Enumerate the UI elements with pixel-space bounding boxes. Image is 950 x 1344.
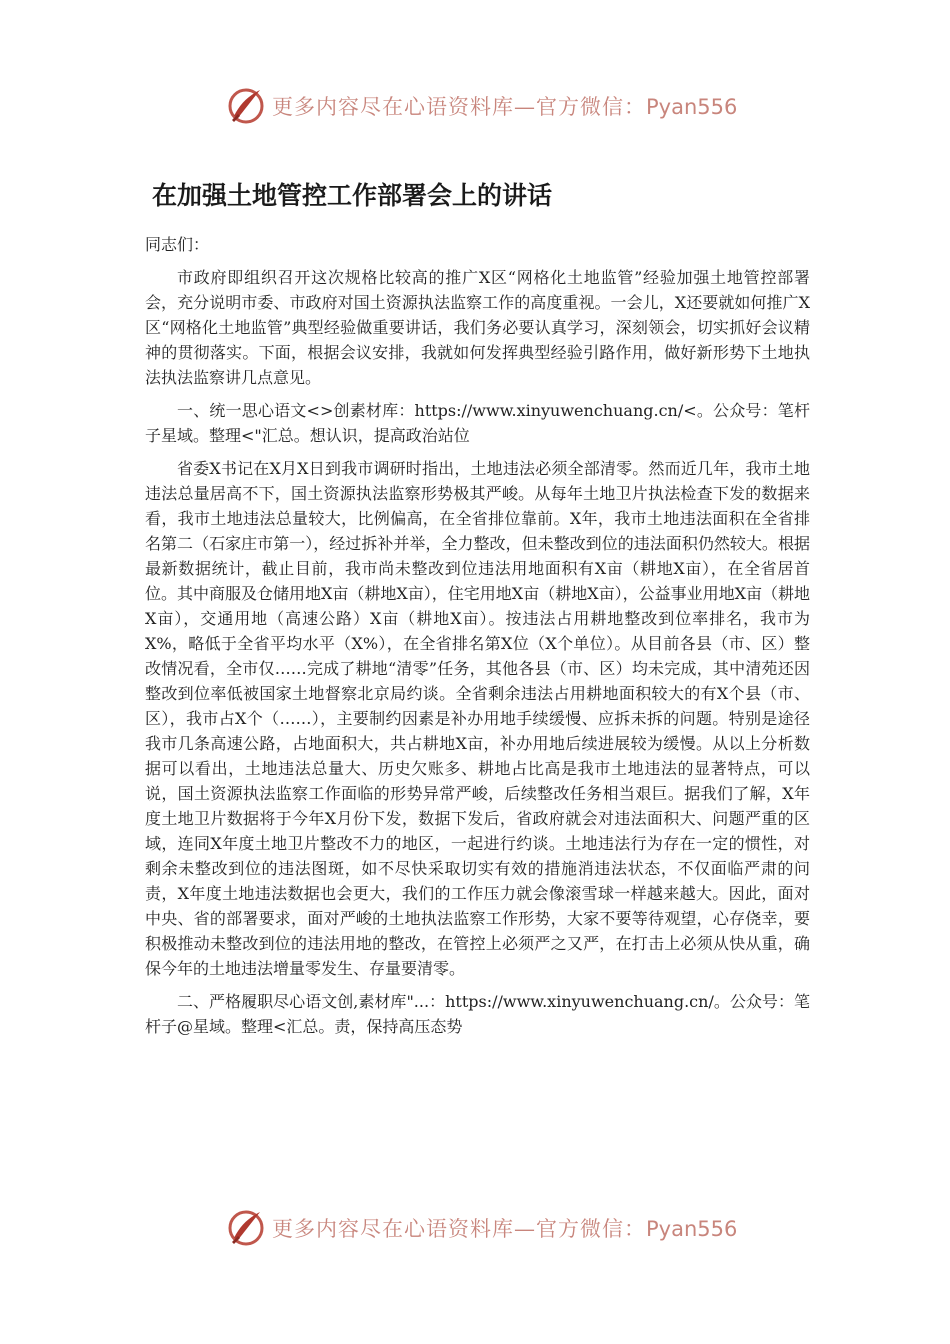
watermark-text: 更多内容尽在心语资料库—官方微信：Pyan556 <box>272 95 738 119</box>
watermark-banner-top <box>226 84 737 128</box>
paragraph-situation: 省委X书记在X月X日到我市调研时指出，土地违法必须全部清零。然而近几年，我市土地违法总量居高不下，国土资源执法监察形势极其严峻。从每年土地卫片执法检查下发的数据来看，我市土地违法总量较大，比例偏高，在全省排位靠前。X年，我市土地违法面积在全省排名第二（石家庄市第一），经过拆补并举，全力整改，但未整改到位的违法面积仍然较大。根据最新数据统计，截止目前，我市尚未整改到位违法用地面积有X亩（耕地X亩），在全省居首位。其中商服及仓储用地X亩（耕地X亩），住宅用地X亩（耕地X亩），公益事业用地X亩（耕地X亩），交通用地（高速公路）X亩（耕地X亩）。按违法占用耕地整改到位率排名，我市为X%，略低于全省平均水平（X%），在全省排名第X位（X个单位）。从目前各县（市、区）整改情况看，全市仅……完成了耕地“清零”任务，其他各县（市、区）均未完成，其中清苑还因整改到位率低被国家土地督察北京局约谈。全省剩余违法占用耕地面积较大的有X个县（市、区），我市占X个（……），主要制约因素是补办用地手续缓慢、应拆未拆的问题。特别是途径我市几条高速公路，占地面积大，共占耕地X亩，补办用地后续进展较为缓慢。从以上分析数据可以看出，土地违法总量大、历史欠账多、耕地占比高是我市土地违法的显著特点，可以说，国土资源执法监察工作面临的形势异常严峻，后续整改任务相当艰巨。据我们了解，X年度土地卫片数据将于今年X月份下发，数据下发后，省政府就会对违法面积大、问题严重的区域，连同X年度土地卫片整改不力的地区，一起进行约谈。土地违法行为存在一定的惯性，对剩余未整改到位的违法图斑，如不尽快采取切实有效的措施消违法状态，不仅面临严肃的问责，X年度土地违法数据也会更大，我们的工作压力就会像滚雪球一样越来越大。因此，面对中央、省的部署要求，面对严峻的土地执法监察工作形势，大家不要等待观望，心存侥幸，要积极推动未整改到位的违法用地的整改，在管控上必须严之又严，在打击上必须从快从重，确保今年的土地违法增量零发生、存量要清零。 <box>145 459 810 978</box>
section-heading-2: 二、严格履职尽心语文创,素材库"...：https://www.xinyuwenchuang.cn/。公众号：笔杆子@星域。整理<汇总。责，保持高压态势 <box>145 992 810 1036</box>
document-body <box>145 232 810 1047</box>
watermark-text: 更多内容尽在心语资料库—官方微信：Pyan556 <box>272 1217 738 1241</box>
section-heading-1: 一、统一思心语文<>创素材库：https://www.xinyuwenchuang.cn/<。公众号：笔杆子星域。整理<"汇总。想认识，提高政治站位 <box>145 401 810 445</box>
brush-logo-icon <box>226 86 266 126</box>
watermark-banner-bottom <box>226 1206 737 1250</box>
salutation: 同志们： <box>145 235 210 254</box>
document-title: 在加强土地管控工作部署会上的讲话 <box>152 181 553 210</box>
paragraph-intro: 市政府即组织召开这次规格比较高的推广X区“网格化土地监管”经验加强土地管控部署会，充分说明市委、市政府对国土资源执法监察工作的高度重视。一会儿，X还要就如何推广X区“网格化土地监管”典型经验做重要讲话，我们务必要认真学习，深刻领会，切实抓好会议精神的贯彻落实。下面，根据会议安排，我就如何发挥典型经验引路作用，做好新形势下土地执法执法监察讲几点意见。 <box>145 268 810 387</box>
brush-logo-icon <box>226 1208 266 1248</box>
